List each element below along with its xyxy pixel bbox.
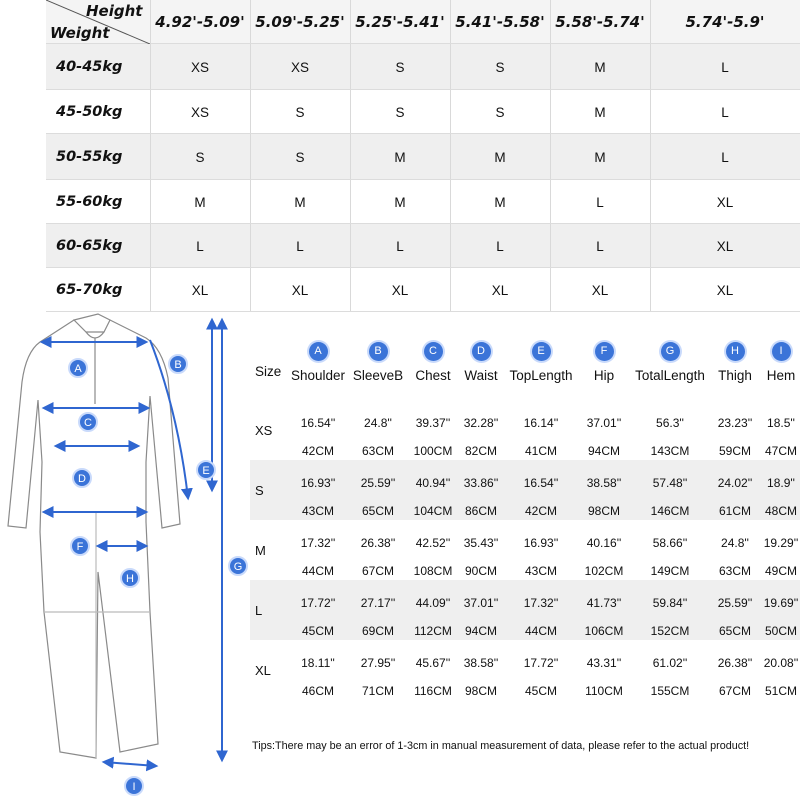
- svg-text:E: E: [202, 465, 210, 477]
- row-divider: [46, 43, 800, 44]
- cm-value: 110CM: [585, 684, 623, 698]
- marker-e-badge: [197, 461, 215, 479]
- cm-value: 149CM: [650, 564, 690, 578]
- recommended-size-cell: XL: [716, 238, 734, 254]
- svg-text:F: F: [76, 541, 84, 553]
- inch-value: 58.66'': [652, 536, 688, 550]
- marker-g-badge: [229, 557, 247, 575]
- recommended-size-cell: S: [395, 104, 405, 120]
- row-divider: [46, 133, 800, 134]
- inch-value: 43.31'': [586, 656, 622, 670]
- cm-value: 143CM: [650, 444, 690, 458]
- cm-value: 112CM: [414, 624, 452, 638]
- cm-value: 42CM: [524, 504, 557, 518]
- cm-value: 43CM: [301, 504, 334, 518]
- inch-value: 37.01'': [463, 596, 499, 610]
- cm-value: 94CM: [587, 444, 620, 458]
- recommended-size-cell: M: [494, 149, 506, 165]
- recommended-size-cell: L: [296, 238, 304, 254]
- inch-value: 17.32'': [523, 596, 559, 610]
- cm-value: 47CM: [764, 444, 797, 458]
- inch-value: 16.54'': [300, 416, 336, 430]
- column-letter-badge: E: [532, 342, 551, 361]
- cm-value: 98CM: [587, 504, 620, 518]
- recommended-size-cell: S: [495, 104, 505, 120]
- marker-c-badge: [79, 413, 97, 431]
- height-range-header: 5.09'-5.25': [255, 13, 345, 31]
- size-recommendation-table: [46, 0, 800, 312]
- cm-value: 69CM: [361, 624, 394, 638]
- recommended-size-cell: M: [594, 59, 606, 75]
- weight-row: [46, 180, 800, 224]
- svg-text:C: C: [84, 417, 92, 429]
- inch-value: 33.86'': [463, 476, 499, 490]
- weight-row: [46, 134, 800, 180]
- cm-value: 49CM: [764, 564, 797, 578]
- inch-value: 41.73'': [586, 596, 622, 610]
- cm-value: 46CM: [301, 684, 334, 698]
- cm-value: 67CM: [361, 564, 394, 578]
- cm-value: 100CM: [413, 444, 453, 458]
- cm-value: 61CM: [718, 504, 751, 518]
- measurement-column-header: [583, 330, 625, 383]
- cm-value: 45CM: [301, 624, 334, 638]
- svg-text:B: B: [174, 359, 182, 371]
- recommended-size-cell: XL: [591, 282, 609, 298]
- height-range-header: 5.74'-5.9': [685, 13, 765, 31]
- recommended-size-cell: L: [721, 104, 729, 120]
- column-divider: [250, 0, 251, 312]
- column-label: Thigh: [718, 368, 752, 383]
- inch-value: 37.01'': [586, 416, 622, 430]
- weight-row: [46, 268, 800, 312]
- column-label: TopLength: [509, 368, 573, 383]
- column-divider: [650, 0, 651, 312]
- inch-value: 24.8'': [364, 416, 392, 430]
- row-divider: [46, 179, 800, 180]
- recommended-size-cell: XS: [190, 104, 209, 120]
- inch-value: 20.08'': [763, 656, 799, 670]
- measurement-tip: Tips:There may be an error of 1-3cm in manual measurement of data, please refer to the actual product!: [252, 740, 750, 752]
- recommended-size-cell: S: [195, 149, 205, 165]
- cm-value: 86CM: [464, 504, 497, 518]
- cm-value: 152CM: [650, 624, 690, 638]
- inch-value: 59.84'': [652, 596, 688, 610]
- recommended-size-cell: L: [596, 194, 604, 210]
- inch-value: 24.8'': [721, 536, 749, 550]
- cm-value: 90CM: [464, 564, 497, 578]
- column-letter-badge: H: [726, 342, 745, 361]
- column-label: Hip: [593, 368, 615, 383]
- cm-value: 48CM: [764, 504, 797, 518]
- inch-value: 25.59'': [360, 476, 396, 490]
- weight-range-label: 65-70kg: [56, 282, 123, 298]
- inch-value: 23.23'': [717, 416, 753, 430]
- recommended-size-cell: XL: [491, 282, 509, 298]
- recommended-size-cell: L: [721, 149, 729, 165]
- column-divider: [450, 0, 451, 312]
- recommended-size-cell: XL: [191, 282, 209, 298]
- height-header-row: [46, 0, 800, 44]
- inch-value: 18.5'': [767, 416, 795, 430]
- inch-value: 27.17'': [360, 596, 396, 610]
- recommended-size-cell: XL: [391, 282, 409, 298]
- marker-i-badge: [125, 777, 143, 795]
- column-label: Hem: [766, 368, 796, 383]
- weight-axis-label: Weight: [50, 24, 110, 42]
- cm-value: 146CM: [650, 504, 690, 518]
- recommended-size-cell: S: [295, 149, 305, 165]
- cm-value: 98CM: [464, 684, 497, 698]
- recommended-size-cell: L: [596, 238, 604, 254]
- cm-value: 63CM: [718, 564, 751, 578]
- inch-value: 26.38'': [717, 656, 753, 670]
- inch-value: 57.48'': [652, 476, 688, 490]
- column-divider: [150, 0, 151, 312]
- height-range-header: 4.92'-5.09': [155, 13, 245, 31]
- jumpsuit-outline-icon: [0, 312, 250, 800]
- inch-value: 16.14'': [523, 416, 559, 430]
- column-letter-badge: D: [472, 342, 491, 361]
- measurement-column-header: [761, 330, 800, 383]
- inch-value: 35.43'': [463, 536, 499, 550]
- inch-value: 56.3'': [656, 416, 684, 430]
- recommended-size-cell: S: [295, 104, 305, 120]
- inch-value: 38.58'': [586, 476, 622, 490]
- weight-range-label: 55-60kg: [56, 194, 123, 210]
- recommended-size-cell: XS: [190, 59, 209, 75]
- height-range-header: 5.25'-5.41': [355, 13, 445, 31]
- measurement-column-header: [408, 330, 458, 383]
- cm-value: 94CM: [464, 624, 497, 638]
- inch-value: 16.93'': [300, 476, 336, 490]
- column-divider: [350, 0, 351, 312]
- cm-value: 43CM: [524, 564, 557, 578]
- recommended-size-cell: L: [496, 238, 504, 254]
- recommended-size-cell: L: [196, 238, 204, 254]
- svg-text:D: D: [78, 473, 86, 485]
- size-label: L: [255, 602, 263, 618]
- recommended-size-cell: L: [721, 59, 729, 75]
- inch-value: 17.72'': [523, 656, 559, 670]
- measurement-column-header: [285, 330, 351, 383]
- cm-value: 65CM: [361, 504, 394, 518]
- inch-value: 16.93'': [523, 536, 559, 550]
- cm-value: 106CM: [584, 624, 624, 638]
- measurement-table: [250, 330, 800, 800]
- marker-a-badge: [69, 359, 87, 377]
- recommended-size-cell: L: [396, 238, 404, 254]
- row-divider: [46, 89, 800, 90]
- cm-value: 63CM: [361, 444, 394, 458]
- inch-value: 25.59'': [717, 596, 753, 610]
- column-label: Shoulder: [290, 368, 346, 383]
- recommended-size-cell: XS: [290, 59, 309, 75]
- recommended-size-cell: S: [495, 59, 505, 75]
- inch-value: 19.29'': [763, 536, 799, 550]
- weight-row: [46, 44, 800, 90]
- inch-value: 26.38'': [360, 536, 396, 550]
- cm-value: 65CM: [718, 624, 751, 638]
- weight-row: [46, 224, 800, 268]
- recommended-size-cell: S: [395, 59, 405, 75]
- svg-text:I: I: [132, 781, 136, 793]
- measurement-column-header: [505, 330, 577, 383]
- measurement-column-header: [350, 330, 406, 383]
- cm-value: 155CM: [650, 684, 690, 698]
- column-letter-badge: I: [772, 342, 791, 361]
- recommended-size-cell: XL: [716, 282, 734, 298]
- column-label: TotalLength: [635, 368, 705, 383]
- size-column-header: Size: [255, 364, 282, 379]
- recommended-size-cell: M: [394, 194, 406, 210]
- cm-value: 51CM: [764, 684, 797, 698]
- weight-range-label: 40-45kg: [56, 59, 123, 75]
- inch-value: 18.11'': [301, 656, 335, 670]
- measurement-column-header: [712, 330, 758, 383]
- measurement-column-header: [458, 330, 504, 383]
- weight-range-label: 45-50kg: [56, 104, 123, 120]
- weight-row: [46, 90, 800, 134]
- inch-value: 40.94'': [415, 476, 451, 490]
- column-divider: [550, 0, 551, 312]
- cm-value: 44CM: [524, 624, 557, 638]
- column-letter-badge: C: [424, 342, 443, 361]
- cm-value: 41CM: [524, 444, 557, 458]
- cm-value: 50CM: [764, 624, 797, 638]
- weight-range-label: 60-65kg: [56, 238, 123, 254]
- weight-range-label: 50-55kg: [56, 149, 123, 165]
- column-letter-badge: B: [369, 342, 388, 361]
- cm-value: 45CM: [524, 684, 557, 698]
- svg-text:G: G: [233, 561, 243, 573]
- row-divider: [46, 223, 800, 224]
- row-divider: [46, 267, 800, 268]
- inch-value: 42.52'': [415, 536, 451, 550]
- measurement-row: [250, 580, 800, 640]
- inch-value: 24.02'': [717, 476, 753, 490]
- cm-value: 82CM: [464, 444, 497, 458]
- cm-value: 44CM: [301, 564, 334, 578]
- column-label: SleeveB: [352, 368, 404, 383]
- measurement-row: [250, 520, 800, 580]
- marker-d-badge: [73, 469, 91, 487]
- svg-text:A: A: [74, 363, 82, 375]
- inch-value: 18.9'': [767, 476, 795, 490]
- height-range-header: 5.41'-5.58': [455, 13, 545, 31]
- marker-h-badge: [121, 569, 139, 587]
- size-label: S: [255, 482, 264, 498]
- marker-b-badge: [169, 355, 187, 373]
- recommended-size-cell: M: [594, 104, 606, 120]
- cm-value: 71CM: [361, 684, 394, 698]
- cm-value: 108CM: [413, 564, 453, 578]
- inch-value: 16.54'': [523, 476, 559, 490]
- inch-value: 27.95'': [360, 656, 396, 670]
- column-label: Waist: [464, 368, 498, 383]
- inch-value: 17.72'': [300, 596, 336, 610]
- measurement-column-header: [630, 330, 710, 383]
- cm-value: 42CM: [301, 444, 334, 458]
- inch-value: 32.28'': [463, 416, 499, 430]
- marker-f-badge: [71, 537, 89, 555]
- inch-value: 40.16'': [586, 536, 622, 550]
- inch-value: 39.37'': [415, 416, 451, 430]
- hem-arrow: [104, 762, 156, 766]
- column-letter-badge: G: [661, 342, 680, 361]
- inch-value: 38.58'': [463, 656, 499, 670]
- cm-value: 102CM: [584, 564, 624, 578]
- recommended-size-cell: M: [494, 194, 506, 210]
- cm-value: 67CM: [718, 684, 751, 698]
- size-label: M: [255, 542, 266, 558]
- height-range-header: 5.58'-5.74': [555, 13, 645, 31]
- height-axis-label: Height: [86, 2, 143, 20]
- measurement-row: [250, 400, 800, 460]
- inch-value: 44.09'': [415, 596, 451, 610]
- recommended-size-cell: M: [194, 194, 206, 210]
- jumpsuit-measurement-diagram: [0, 312, 250, 800]
- recommended-size-cell: M: [394, 149, 406, 165]
- size-label: XL: [255, 662, 271, 678]
- size-label: XS: [255, 422, 273, 438]
- recommended-size-cell: M: [294, 194, 306, 210]
- cm-value: 104CM: [413, 504, 453, 518]
- column-letter-badge: A: [309, 342, 328, 361]
- recommended-size-cell: XL: [716, 194, 734, 210]
- recommended-size-cell: XL: [291, 282, 309, 298]
- column-letter-badge: F: [595, 342, 614, 361]
- cm-value: 59CM: [718, 444, 751, 458]
- svg-text:H: H: [126, 573, 134, 585]
- cm-value: 116CM: [414, 684, 452, 698]
- measurement-row: [250, 460, 800, 520]
- inch-value: 17.32'': [300, 536, 336, 550]
- column-label: Chest: [415, 368, 451, 383]
- measurement-row: [250, 640, 800, 700]
- inch-value: 19.69'': [763, 596, 799, 610]
- inch-value: 61.02'': [652, 656, 688, 670]
- recommended-size-cell: M: [594, 149, 606, 165]
- inch-value: 45.67'': [415, 656, 451, 670]
